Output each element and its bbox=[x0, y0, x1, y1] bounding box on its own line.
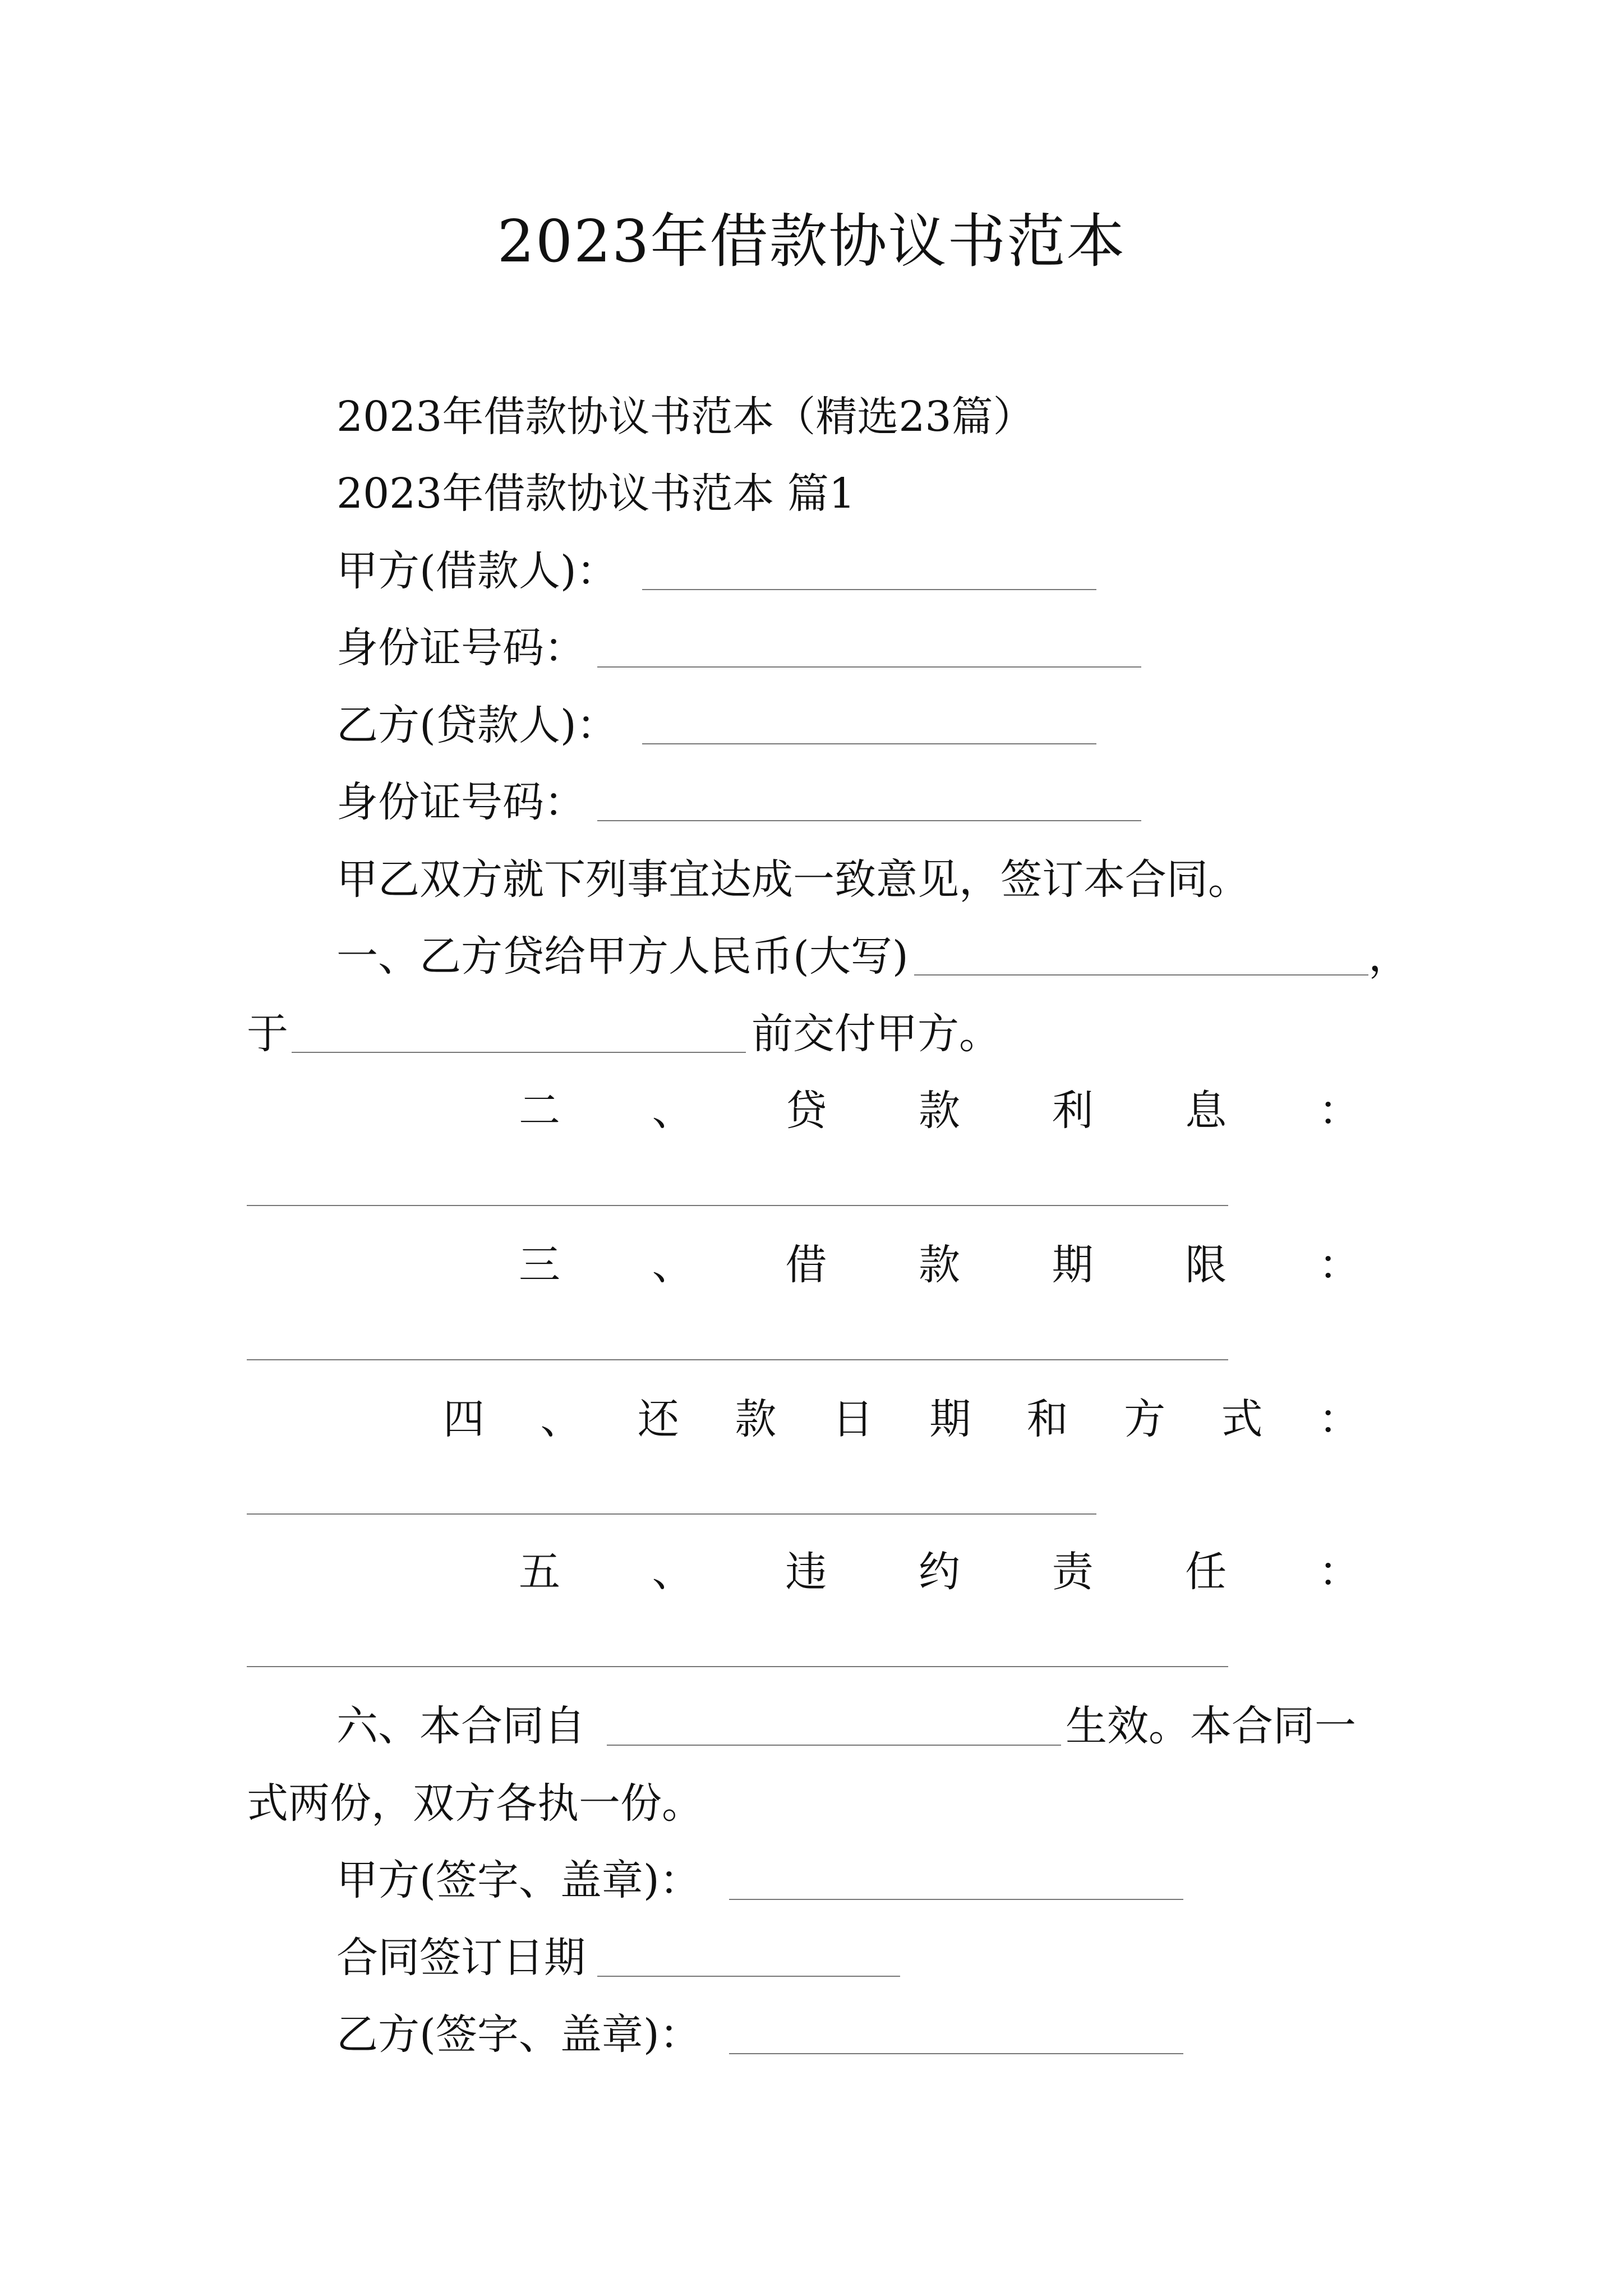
clause-4-char: 款 bbox=[735, 1395, 777, 1443]
clause-2-char: 利 bbox=[1052, 1087, 1094, 1135]
clause-1-cont-suffix: 前交付甲方。 bbox=[751, 1010, 1000, 1058]
section-heading: 2023年借款协议书范本 篇1 bbox=[336, 470, 855, 518]
clause-1-amount-blank bbox=[914, 974, 1368, 976]
clause-3-heading bbox=[519, 1237, 1360, 1293]
clause-2-char: 二 bbox=[519, 1087, 560, 1135]
sign-b-label: 乙方(签字、盖章)： bbox=[336, 2010, 701, 2059]
party-b-id-blank bbox=[597, 820, 1141, 821]
party-b-blank bbox=[642, 743, 1096, 744]
party-a-label: 甲方(借款人)： bbox=[336, 547, 618, 595]
clause-5-char: 任 bbox=[1185, 1548, 1227, 1596]
clause-4-blank bbox=[247, 1513, 1096, 1515]
clause-5-blank bbox=[247, 1666, 1228, 1667]
document-subtitle: 2023年借款协议书范本（精选23篇） bbox=[336, 393, 1035, 441]
clause-4-char: ： bbox=[1318, 1395, 1360, 1443]
clause-2-blank bbox=[247, 1205, 1228, 1206]
party-a-id-label: 身份证号码： bbox=[336, 624, 585, 672]
party-a-id-blank bbox=[597, 666, 1141, 668]
clause-2-char: 款 bbox=[918, 1087, 960, 1135]
clause-3-char: 三 bbox=[519, 1241, 560, 1289]
sign-date-blank bbox=[597, 1976, 900, 1977]
sign-b-blank bbox=[729, 2053, 1183, 2054]
clause-4-char: 和 bbox=[1026, 1395, 1068, 1443]
agreement-intro: 甲乙双方就下列事宜达成一致意见，签订本合同。 bbox=[336, 855, 1249, 904]
clause-4-char: 式 bbox=[1221, 1395, 1263, 1443]
clause-1-comma: ， bbox=[1368, 932, 1410, 981]
clause-5-char: 五 bbox=[519, 1548, 560, 1596]
party-b-id-label: 身份证号码： bbox=[336, 778, 585, 826]
clause-2-heading bbox=[519, 1083, 1360, 1139]
clause-6-end: 生效。本合同一 bbox=[1066, 1702, 1356, 1750]
clause-4-heading bbox=[443, 1391, 1360, 1447]
clause-5-char: 责 bbox=[1052, 1548, 1094, 1596]
sign-a-blank bbox=[729, 1899, 1183, 1900]
clause-3-char: 款 bbox=[918, 1241, 960, 1289]
clause-3-char: 借 bbox=[785, 1241, 827, 1289]
clause-5-char: 、 bbox=[652, 1548, 694, 1596]
clause-3-char: ： bbox=[1318, 1241, 1360, 1289]
clause-6-cont: 式两份，双方各执一份。 bbox=[247, 1779, 703, 1828]
clause-6-date-blank bbox=[607, 1745, 1061, 1746]
sign-date-label: 合同签订日期 bbox=[336, 1934, 585, 1982]
clause-4-char: 期 bbox=[929, 1395, 971, 1443]
clause-1-cont-prefix: 于 bbox=[247, 1010, 288, 1058]
clause-6-start: 六、本合同自 bbox=[336, 1702, 585, 1750]
clause-4-char: 还 bbox=[637, 1395, 679, 1443]
clause-5-char: 约 bbox=[918, 1548, 960, 1596]
document-title: 2023年借款协议书范本 bbox=[497, 207, 1126, 275]
clause-4-char: 方 bbox=[1124, 1395, 1166, 1443]
sign-a-label: 甲方(签字、盖章)： bbox=[336, 1856, 701, 1904]
clause-2-char: 、 bbox=[652, 1087, 694, 1135]
party-b-label: 乙方(贷款人)： bbox=[336, 701, 618, 749]
clause-5-heading bbox=[519, 1544, 1360, 1600]
clause-2-char: 贷 bbox=[785, 1087, 827, 1135]
clause-3-blank bbox=[247, 1359, 1228, 1360]
clause-3-char: 、 bbox=[652, 1241, 694, 1289]
party-a-blank bbox=[642, 589, 1096, 590]
clause-4-char: 、 bbox=[540, 1395, 582, 1443]
clause-1-start: 一、乙方贷给甲方人民币(大写) bbox=[336, 932, 909, 981]
clause-4-char: 四 bbox=[443, 1395, 485, 1443]
clause-5-char: ： bbox=[1318, 1548, 1360, 1596]
clause-3-char: 期 bbox=[1052, 1241, 1094, 1289]
clause-3-char: 限 bbox=[1185, 1241, 1227, 1289]
clause-5-char: 违 bbox=[785, 1548, 827, 1596]
clause-4-char: 日 bbox=[832, 1395, 874, 1443]
clause-2-char: 息 bbox=[1185, 1087, 1227, 1135]
clause-1-date-blank bbox=[292, 1052, 746, 1053]
clause-2-char: ： bbox=[1318, 1087, 1360, 1135]
